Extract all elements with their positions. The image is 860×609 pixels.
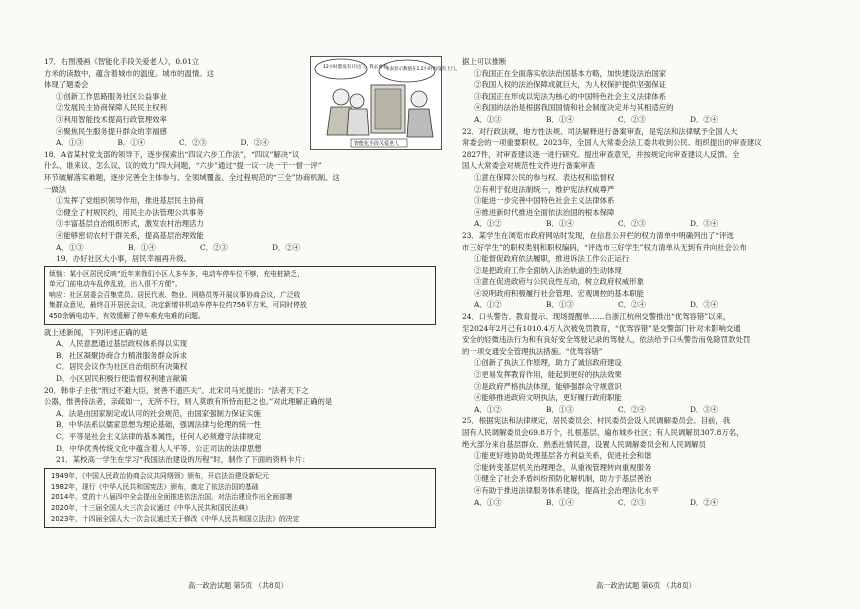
q23-item: ③意在促进政府与公民良性互动，树立政府权威形象 (474, 277, 644, 287)
q24-item: ③是政府严格执法体现，能够强群众守规意识 (474, 381, 622, 391)
option-d[interactable]: D．②④ (690, 114, 719, 124)
q22-item: ④推进新时代推进全面依法治国的根本保障 (474, 207, 615, 217)
comic-banner: 智能化手段关爱老人 (354, 141, 400, 147)
q21-options (462, 114, 854, 126)
question-21 (44, 454, 436, 528)
q20-line: 公器，惟善持法者，亲疏如一，无所不行，则人莫敢有所恃而犯之也。”对此理解正确的是 (44, 397, 333, 407)
q21-card-row: 2020年，十三届全国人大三次会议通过《中华人民共和国民法典》 (51, 504, 252, 513)
question-22 (462, 126, 854, 230)
q19-box-line: 烦恼：某小区居民反映“近年来我们小区人多车多，电动车停车位不够，充电桩缺乏， (49, 269, 305, 278)
q22-line: 2827件，对审查建议逐一进行研究。提出审查意见，并按规定向审查建议人反馈。全 (462, 149, 740, 159)
question-20 (44, 385, 436, 455)
option-d[interactable]: D．③④ (690, 300, 719, 310)
q25-line: 25．根据宪法和法律规定，居民委员会、村民委员会设人民调解委员会。目前，我 (462, 416, 731, 426)
q25-options (462, 497, 854, 509)
q24-line: 的一项交通安全管理执法措施。“优驾容错” (462, 346, 603, 356)
right-column (462, 56, 854, 508)
q21-title: 21．某校高一学生在学习“我国法治建设的历程”时，制作了下面的资料卡片： (56, 455, 310, 465)
q24-item: ①创新了执法工作原理，助力了诚信政府建设 (474, 358, 622, 368)
q24-item: ④能够推进政府文明执法，更好履行政府职能 (474, 393, 622, 403)
option-c[interactable]: C．②③ (618, 114, 646, 124)
q21-card-row: 2023年，十四届全国人大一次会议通过关于修改《中华人民共和国立法法》的决定 (51, 514, 300, 523)
option-c[interactable]: C．②③ (618, 219, 646, 229)
q19-line: 就上述新闻，下列评述正确的是 (44, 327, 148, 337)
left-column (44, 56, 436, 530)
option-b[interactable]: B．①④ (117, 138, 146, 148)
q18-item: ①发挥了党组织领导作用，推进基层民主协商 (56, 196, 204, 206)
option-a[interactable]: A．①③ (474, 114, 502, 124)
option-c[interactable]: C．②③ (618, 497, 646, 507)
q19-item[interactable]: B．社区凝聚协商合力精准服务群众诉求 (56, 350, 188, 360)
q17-item: ①创新工作思路服务社区公益事业 (56, 91, 167, 101)
q22-item: ③能进一步完善中国特色社会主义法律体系 (474, 196, 615, 206)
q18-line: 什么、谁来议、怎么议、议的效力”四大问题，“六步”通过“提一议一决一干一督一评” (44, 161, 322, 171)
option-c[interactable]: C．②③ (200, 242, 228, 252)
q24-line: 24．口头警告、教育提示、现场提醒单……自浙江杭州交警推出“优驾容错”以来， (462, 312, 731, 322)
option-c[interactable]: C．②③ (179, 138, 207, 148)
q23-line: 市三好学生”的职权类别和职权编码，“评选市三好学生”权力清单从无到有并向社会公布 (462, 242, 747, 252)
q18-line: 一做法 (44, 184, 67, 194)
q24-item: ②更易发挥教育作用，能起到更好的执法效果 (474, 370, 622, 380)
q23-line: 23．某学生在浏览市政府网站时发现，在信息公开栏的权力清单中明确列出了“评选 (462, 230, 734, 240)
q19-box-line: 集群众意见，最终召开居民会议，决定新增非机动车停车位约756平方米，可同时停放 (49, 301, 307, 310)
option-d[interactable]: D．③④ (690, 219, 719, 229)
q19-item[interactable]: D．小区居民积极行使监督权利建言献策 (56, 374, 188, 384)
option-d[interactable]: D．③④ (690, 404, 719, 414)
q22-item: ①意在保障公民的参与权、表达权和监督权 (474, 172, 615, 182)
option-b[interactable]: B．①③ (546, 404, 574, 414)
option-b[interactable]: B．①④ (546, 497, 574, 507)
page-footer-left: 高一政治试题 第5页 （共8页） (188, 581, 288, 590)
option-a[interactable]: A．①② (474, 219, 502, 229)
question-23 (462, 230, 854, 311)
q18-item: ②健全了村规民约，用民主办法管理公共事务 (56, 207, 204, 217)
q19-item[interactable]: A．人民意愿通过基层政权体系得以实现 (56, 339, 187, 349)
q17-options (44, 137, 302, 149)
q21-line: 据上可以推断 (462, 57, 507, 66)
q24-options (462, 404, 854, 416)
option-a[interactable]: A．①③ (56, 138, 84, 148)
question-21-continued (462, 56, 854, 126)
page-footer-right: 高一政治试题 第6页 （共8页） (596, 581, 696, 590)
q21-item: ④我国的法治是根据我国国情和社会制度决定并与其相适应的 (474, 103, 674, 113)
option-b[interactable]: B．①④ (128, 242, 156, 252)
option-b[interactable]: B．①③ (546, 300, 574, 310)
comic-bubble-1: 12小时都没有开过门，我去看看。 (323, 65, 392, 70)
comic-bubble-2: 水表显示数值在1.2小时内没有上门。 (385, 67, 460, 72)
q20-item[interactable]: D．中华优秀传统文化中蕴含着人人平等、公正司法的法律思想 (56, 443, 262, 453)
option-c[interactable]: C．②④ (618, 300, 646, 310)
q18-line: 环节破解落实难题，逐步完善全主体参与、全领域覆盖、全过程规范的“三全”协商机制。这 (44, 172, 340, 182)
q18-options (44, 242, 436, 254)
q25-item: ②能转变基层机关治理理念，从重视管理转向重视服务 (474, 462, 652, 472)
option-d[interactable]: D．②④ (690, 497, 719, 507)
question-17 (44, 56, 302, 149)
q20-item[interactable]: B．中华法系以儒家思想为理论基础，强调法律与伦理的统一性 (56, 420, 261, 430)
q23-item: ②是把政府工作全面纳入法治轨道的生动体现 (474, 265, 622, 275)
option-b[interactable]: B．①④ (546, 219, 574, 229)
q24-line: 至2024年2月己有1010.4万人次被免罚教育，“优驾容错”是交警部门针对未影响交通 (462, 323, 741, 333)
q20-line: 20．韩非子主张“刑过不避大臣，赏善不遗匹夫”。北宋司马光提出：“法者天下之 (44, 385, 309, 395)
q19-box-line: 响应：社区居委会召集党员、居民代表、物业、网格员等开展议事协商会议，广泛收 (49, 290, 301, 299)
q19-news-box (44, 266, 436, 325)
option-a[interactable]: A．①② (474, 300, 502, 310)
q21-item: ③我国正在形成以宪法为核心的中国特色社会主义法律体系 (474, 91, 667, 101)
option-a[interactable]: A．①③ (474, 497, 502, 507)
q21-card-row: 1949年，《中国人民政治协商会议共同纲领》颁布，开启法治建设新纪元 (51, 471, 269, 480)
q17-line: 体现了题委会 (44, 80, 89, 90)
option-c[interactable]: C．②④ (618, 404, 646, 414)
question-24 (462, 311, 854, 415)
q24-line: 安全的轻微违法行为和有良好安全驾驶记录的驾驶人，依法给予口头警告而免除罚款处罚 (462, 335, 751, 345)
q19-item[interactable]: C．居民会议作为社区自治组织有决策权 (56, 362, 188, 372)
q23-item: ①能督促政府依法履职，推进诉法工作公正运行 (474, 254, 630, 264)
option-a[interactable]: A．①③ (56, 242, 84, 252)
q21-item: ①我国正在全面落实依法治国基本方略，加快建设法治国家 (474, 68, 667, 78)
q21-data-card (44, 468, 436, 528)
option-d[interactable]: D．②④ (272, 242, 301, 252)
q21-item: ②我国人权的法治保障成就巨大，为人权保护提供坚强保证 (474, 80, 667, 90)
q23-options (462, 299, 854, 311)
q18-line: 18．A省某村党支部的领导下，逐步探索出“四议六步工作法”，“四议”解决“议 (44, 149, 300, 159)
question-25 (462, 415, 854, 508)
q17-item: ④聚焦民生服务提升群众的幸福感 (56, 126, 167, 136)
q17-line: 方米的读数中，蕴含着城市的温度。城市的温情。这 (44, 68, 214, 78)
q17-item: ②发展民主协商保障人民民主权利 (56, 103, 167, 113)
q25-item: ④有助于推进法律服务体系建设，提高社会治理法化水平 (474, 485, 659, 495)
q17-item: ③利用智能技术提高行政管理效率 (56, 114, 167, 124)
q20-item[interactable]: A．法是由国家制定或认可的社会规范，由国家强制力保证实施 (56, 408, 261, 418)
q22-line: 常委会的一项重要职权。2023年，全国人大常委会法工委共收到公民、组织提出的审查建议 (462, 138, 762, 148)
q22-item: ②有利于促进法制统一，维护宪法权威尊严 (474, 184, 615, 194)
q19-box-line: 单元门前电动车乱停乱放，出入很不方便”。 (49, 280, 182, 289)
q25-line: 绝大部分来自基层群众、熟悉社情民意，设置人民调解委员会和人民调解员 (462, 439, 706, 449)
q22-options (462, 218, 854, 230)
option-b[interactable]: B．①④ (546, 114, 574, 124)
q20-item[interactable]: C．平等是社会主义法律的基本属性，任何人必须遵守法律规定 (56, 432, 262, 441)
q18-item: ③丰富基层自治组织形式，激发农村治理活力 (56, 219, 204, 229)
q21-card-row: 2014年，党的十八届四中全会提出全面推进依法治国，对法治建设作出全面部署 (51, 493, 293, 502)
q23-item: ④说明政府积极履行社会管理、宏观调控的基本职能 (474, 288, 644, 298)
q17-line: 17．右图漫画《智能化手段关爱老人》，0.01立 (44, 57, 200, 66)
question-18 (44, 149, 436, 253)
q18-item: ④能够密切农村干群关系，提高基层治理效能 (56, 230, 204, 240)
option-a[interactable]: A．①② (474, 404, 502, 414)
q25-line: 国有人民调解委员会69.8万个，扎根基层、遍布城乡社区；有人民调解员307.8万名， (462, 428, 744, 437)
option-d[interactable]: D．②④ (240, 138, 269, 148)
question-19 (44, 253, 436, 385)
q19-box-line: 450余辆电动车，有效缓解了停车难充电难的问题。 (49, 312, 205, 321)
q22-line: 22．对行政法规、地方性法规、司法解释进行备案审查，是宪法和法律赋予全国人大 (462, 126, 738, 136)
q21-card-row: 1982年，现行《中华人民共和国宪法》颁布，奠定了依法治国的基础 (51, 482, 259, 491)
q25-item: ①能更好地协助处理基层各方利益关系，促进社会和谐 (474, 451, 652, 461)
q22-line: 国人大常委会对规范性文件进行备案审查 (462, 161, 596, 171)
q19-title: 19．办好社区大小事，居民幸福再升级。 (56, 254, 192, 264)
q25-item: ③健全了社会矛盾纠纷预防化解机制，助力于基层善治 (474, 474, 652, 484)
